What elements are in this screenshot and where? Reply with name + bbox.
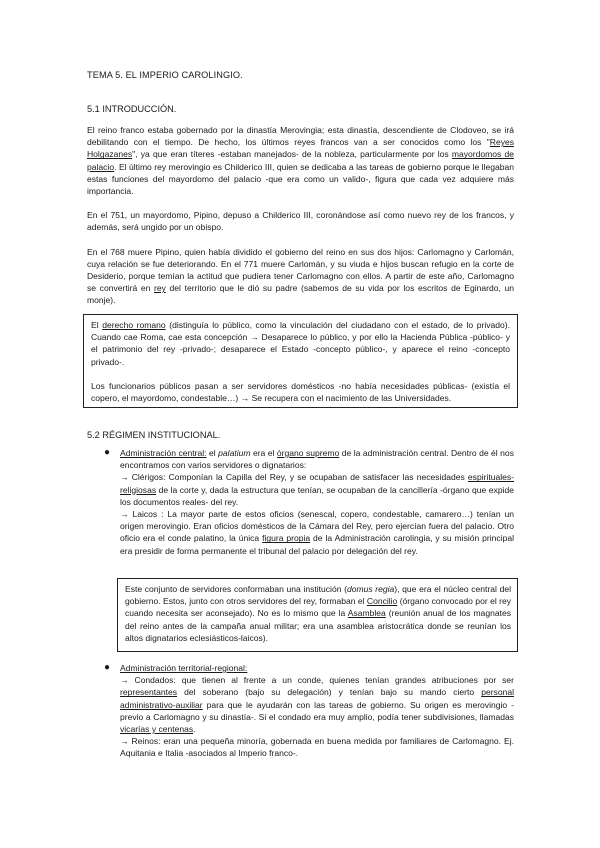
admin-territorial-item bbox=[120, 662, 514, 760]
admin-central-clerigos: → Clérigos: Componían la Capilla del Rey, y se ocupaban de satisfacer las necesidades espirituales-religiosas de la corte y, dada la estructura que tenían, se ocupaban de la cancillería -órgano que expide los documentos reales- del rey. bbox=[120, 472, 514, 507]
box-domus-regia-text: Este conjunto de servidores conformaban una institución (domus regia), que era el núcleo central del gobierno. Estos, junto con otros servidores del rey, formaban el Concilio (órgano convocado por el rey cuando necesita ser aconsejado). No es lo mismo que la Asamblea (reunión anual de los magnates del reino antes de la campaña anual militar; era una asamblea aristocrática donde se reunían los altos dignatarios eclesiásticos-laicos). bbox=[125, 584, 511, 643]
document-title: TEMA 5. EL IMPERIO CAROLINGIO. bbox=[87, 70, 243, 80]
admin-territorial-reinos: → Reinos: eran una pequeña minoría, gobernada en buena medida por familiares de Carlomagno. Ej. Aquitania e Italia -asociados al Imperio franco-. bbox=[120, 736, 514, 759]
admin-central-intro: Administración central: el palatium era el órgano supremo de la administración central. Dentro de él nos encontramos con varios servidores o dignatarios: bbox=[120, 448, 514, 471]
bullet-icon: ● bbox=[104, 447, 111, 458]
admin-central-laicos: → Laicos : La mayor parte de estos oficios (senescal, copero, condestable, camarero…) tenían un origen merovingio. Eran oficios domésticos de la Cámara del Rey, pero ejercían fuera del palacio. Otro oficio era el conde palatino, la única figura propia de la Administración carolingia, y su misión principal era presidir de forma permanente el tribunal del palacio por delegación del rey. bbox=[120, 509, 515, 556]
section-heading-introduccion: 5.1 INTRODUCCIÓN. bbox=[87, 104, 177, 114]
domus-regia-box bbox=[117, 578, 518, 652]
admin-territorial-condados: → Condados: que tienen al frente a un conde, quienes tenían grandes atribuciones por ser representantes del soberano (bajo su delegación) y tenían bajo su mando cierto personal administrativo-auxiliar para que le ayudarán con las tareas de gobierno. Su origen es merovingio -previo a Carlomagno y su dinastía-. Si el condado era muy amplio, podía tener subdivisiones, llamadas vicarías y centenas. bbox=[120, 675, 514, 735]
box-derecho-romano-text: El derecho romano (distinguía lo público, como la vinculación del ciudadano con el estado, de lo privado). Cuando cae Roma, cae esta concepción → Desaparece lo público, y por ello la Hacienda Pública -público- y el patrimonio del rey -privado-; desaparece el Estado -concepto público-, y aparece el reino -concepto privado-. bbox=[91, 320, 510, 367]
box-funcionarios-text: Los funcionarios públicos pasan a ser servidores domésticos -no había necesidades públicas- (existía el copero, el mayordomo, condestable…) → Se recupera con el nacimiento de las Universidades. bbox=[91, 380, 510, 404]
paragraph-carlomagno: En el 768 muere Pipino, quien había dividido el gobierno del reino en sus dos hijos: Carlomagno y Carlomán, cuya relación se fue deteriorando. En el 771 muere Carlomán, y su viuda e hijos buscan refugio en la corte de Desiderio, porque temían la actitud que pudiera tener Carlomagno con ellos. A partir de este año, Carlomagno se convertirá en rey del territorio que le dió su padre (sabemos de su vida por los escritos de Eginardo, un monje). bbox=[87, 246, 514, 306]
section-heading-regimen: 5.2 RÉGIMEN INSTITUCIONAL. bbox=[87, 430, 221, 440]
bullet-icon: ● bbox=[104, 662, 111, 673]
admin-territorial-label: Administración territorial-regional: bbox=[120, 663, 248, 673]
paragraph-pipino: En el 751, un mayordomo, Pipino, depuso a Childerico III, coronándose así como nuevo rey de los francos, y además, será ungido por un obispo. bbox=[87, 210, 514, 233]
derecho-romano-box bbox=[83, 314, 518, 408]
paragraph-merovingios: El reino franco estaba gobernado por la dinastía Merovingia; esta dinastía, descendiente de Clodoveo, se irá debilitando con el tiempo. De hecho, los últimos reyes francos van a ser conocidos como los "Reyes Holgazanes", ya que eran títeres -estaban manejados- de la nobleza, particularmente por los mayordomos de palacio. El último rey merovingio es Childerico III, quien se dedicaba a las tareas de gobierno porque le llegaban estas funciones del mayordomo del palacio -que era como un valido-, figura que cada vez adquiere más importancia. bbox=[87, 125, 514, 197]
intro-paragraphs bbox=[87, 124, 514, 307]
admin-central-item bbox=[120, 447, 514, 557]
